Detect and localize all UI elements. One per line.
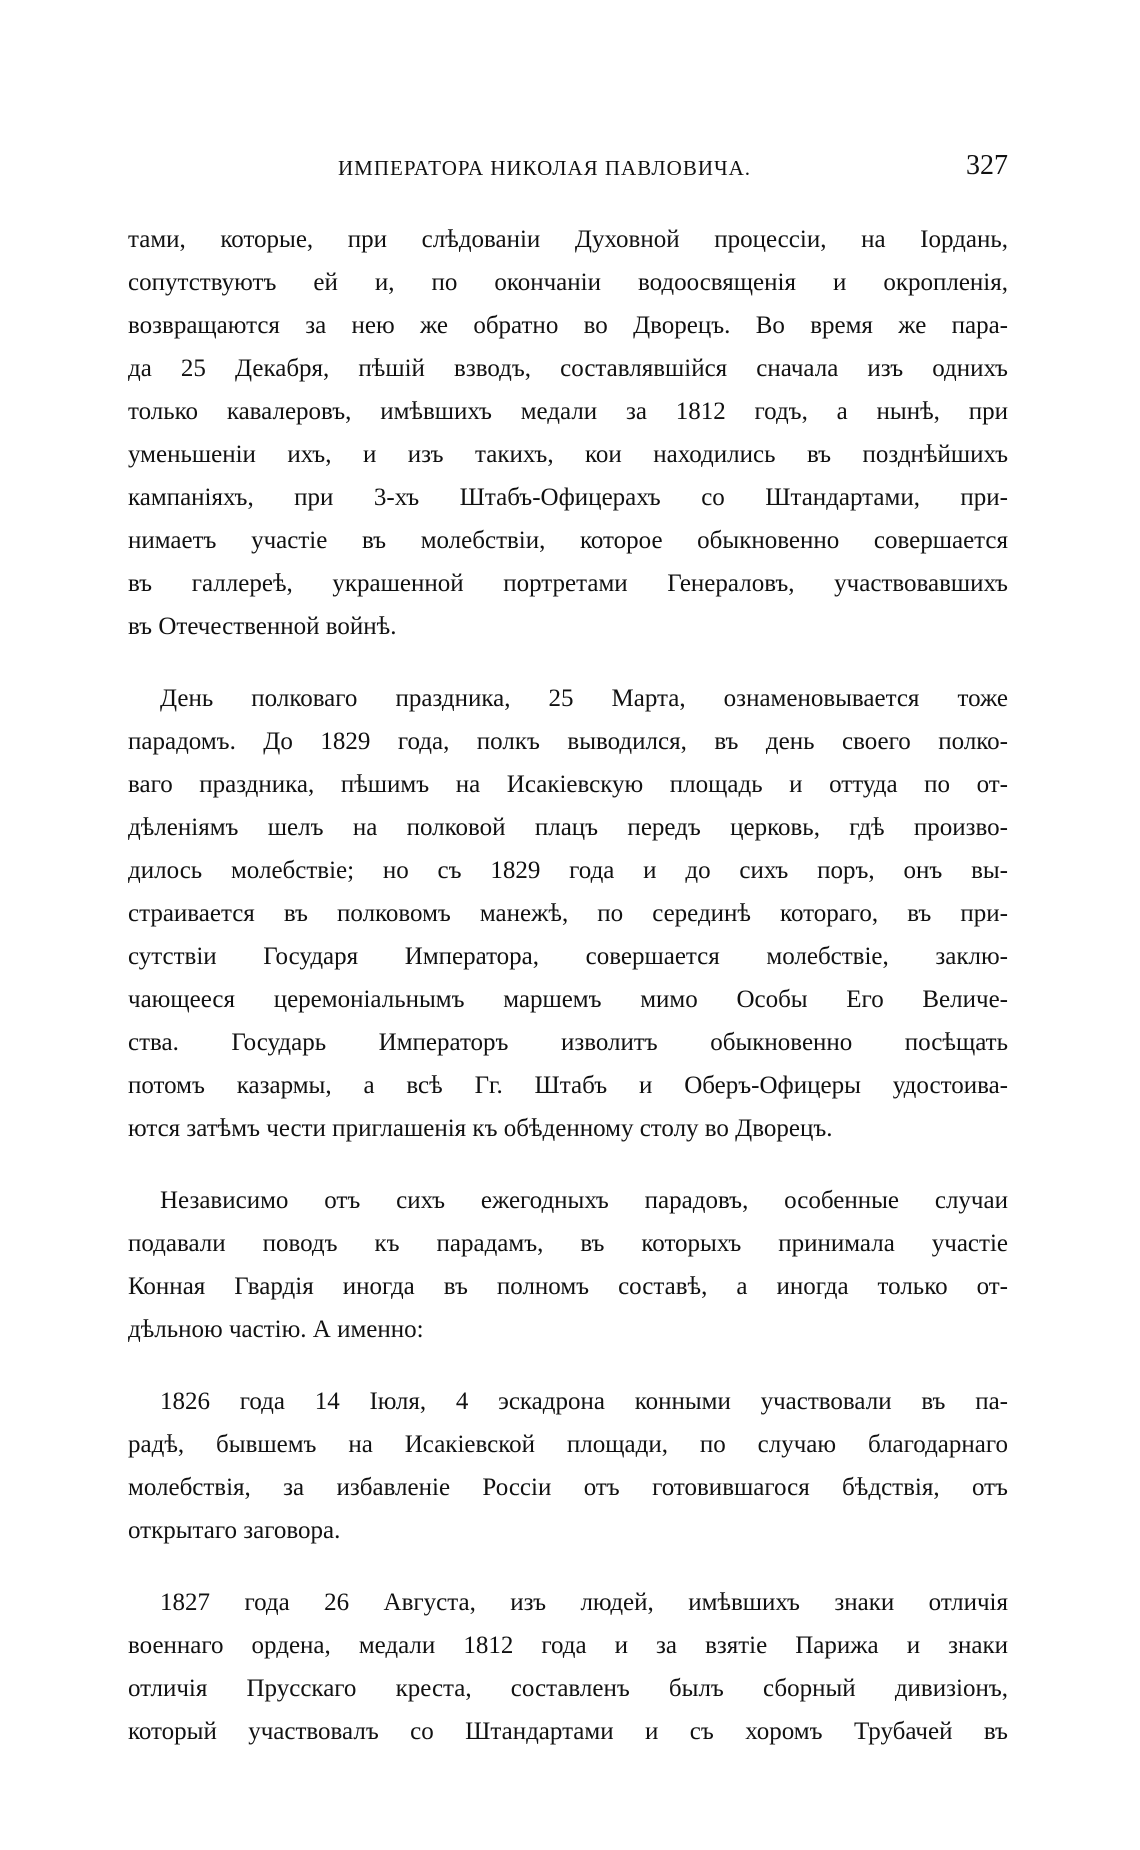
- text-line: День полковаго праздника, 25 Марта, ознаменовывается тоже: [160, 685, 1008, 712]
- text-line: кампаніяхъ, при 3-хъ Штабъ-Офицерахъ со Штандартами, при-: [128, 484, 1008, 511]
- text-line: ства. Государь Императоръ изволитъ обыкновенно посѣщать: [128, 1029, 1008, 1056]
- text-line: отличія Прусскаго креста, составленъ былъ сборный дивизіонъ,: [128, 1675, 1008, 1702]
- paragraph: [128, 1179, 1008, 1351]
- text-line: 1826 года 14 Іюля, 4 эскадрона конными участвовали въ па-: [160, 1388, 1008, 1415]
- text-line: чающееся церемоніальнымъ маршемъ мимо Особы Его Величе-: [128, 986, 1008, 1013]
- paragraph: [128, 677, 1008, 1150]
- text-line: ваго праздника, пѣшимъ на Исакіевскую площадь и оттуда по от-: [128, 771, 1008, 798]
- text-line: страивается въ полковомъ манежѣ, по серединѣ котораго, въ при-: [128, 900, 1008, 927]
- text-line: военнаго ордена, медали 1812 года и за взятіе Парижа и знаки: [128, 1632, 1008, 1659]
- paragraph-spacer: [128, 1351, 1008, 1380]
- text-line: подавали поводъ къ парадамъ, въ которыхъ принимала участіе: [128, 1230, 1008, 1257]
- text-line: сопутствуютъ ей и, по окончаніи водоосвященія и окропленія,: [128, 269, 1008, 296]
- paragraph: [128, 218, 1008, 648]
- text-line: только кавалеровъ, имѣвшихъ медали за 1812 годъ, а нынѣ, при: [128, 398, 1008, 425]
- text-line: дилось молебствіе; но съ 1829 года и до сихъ поръ, онъ вы-: [128, 857, 1008, 884]
- paragraph-spacer: [128, 648, 1008, 677]
- text-line: ются затѣмъ чести приглашенія къ обѣденному столу во Дворецъ.: [128, 1115, 833, 1142]
- text-line: нимаетъ участіе въ молебствіи, которое обыкновенно совершается: [128, 527, 1008, 554]
- text-line: дѣльною частію. А именно:: [128, 1316, 424, 1343]
- text-line: открытаго заговора.: [128, 1517, 341, 1544]
- page-number: 327: [966, 150, 1008, 181]
- paragraph: [128, 1380, 1008, 1552]
- text-line: сутствіи Государя Императора, совершается молебствіе, заклю-: [128, 943, 1008, 970]
- text-line: Независимо отъ сихъ ежегодныхъ парадовъ, особенные случаи: [160, 1187, 1008, 1214]
- text-line: 1827 года 26 Августа, изъ людей, имѣвшихъ знаки отличія: [160, 1589, 1008, 1616]
- text-line: молебствія, за избавленіе Россіи отъ готовившагося бѣдствія, отъ: [128, 1474, 1008, 1501]
- text-line: парадомъ. До 1829 года, полкъ выводился, въ день своего полко-: [128, 728, 1008, 755]
- body-text: [128, 218, 1008, 1753]
- text-line: Конная Гвардія иногда въ полномъ составѣ, а иногда только от-: [128, 1273, 1008, 1300]
- text-line: возвращаются за нею же обратно во Дворецъ. Во время же пара-: [128, 312, 1008, 339]
- text-line: дѣленіямъ шелъ на полковой плацъ передъ церковь, гдѣ произво-: [128, 814, 1008, 841]
- text-line: потомъ казармы, а всѣ Гг. Штабъ и Оберъ-Офицеры удостоива-: [128, 1072, 1008, 1099]
- paragraph: [128, 1581, 1008, 1753]
- text-line: который участвовалъ со Штандартами и съ хоромъ Трубачей въ: [128, 1718, 1008, 1745]
- text-line: радѣ, бывшемъ на Исакіевской площади, по случаю благодарнаго: [128, 1431, 1008, 1458]
- text-line: да 25 Декабря, пѣшій взводъ, составлявшійся сначала изъ однихъ: [128, 355, 1008, 382]
- text-line: уменьшеніи ихъ, и изъ такихъ, кои находились въ позднѣйшихъ: [128, 441, 1008, 468]
- running-header: [128, 150, 1008, 190]
- text-line: тами, которые, при слѣдованіи Духовной процессіи, на Іордань,: [128, 226, 1008, 253]
- paragraph-spacer: [128, 1150, 1008, 1179]
- text-line: въ галлереѣ, украшенной портретами Генераловъ, участвовавшихъ: [128, 570, 1008, 597]
- text-line: въ Отечественной войнѣ.: [128, 613, 397, 640]
- running-title: ИМПЕРАТОРА НИКОЛАЯ ПАВЛОВИЧА.: [338, 156, 752, 180]
- paragraph-spacer: [128, 1552, 1008, 1581]
